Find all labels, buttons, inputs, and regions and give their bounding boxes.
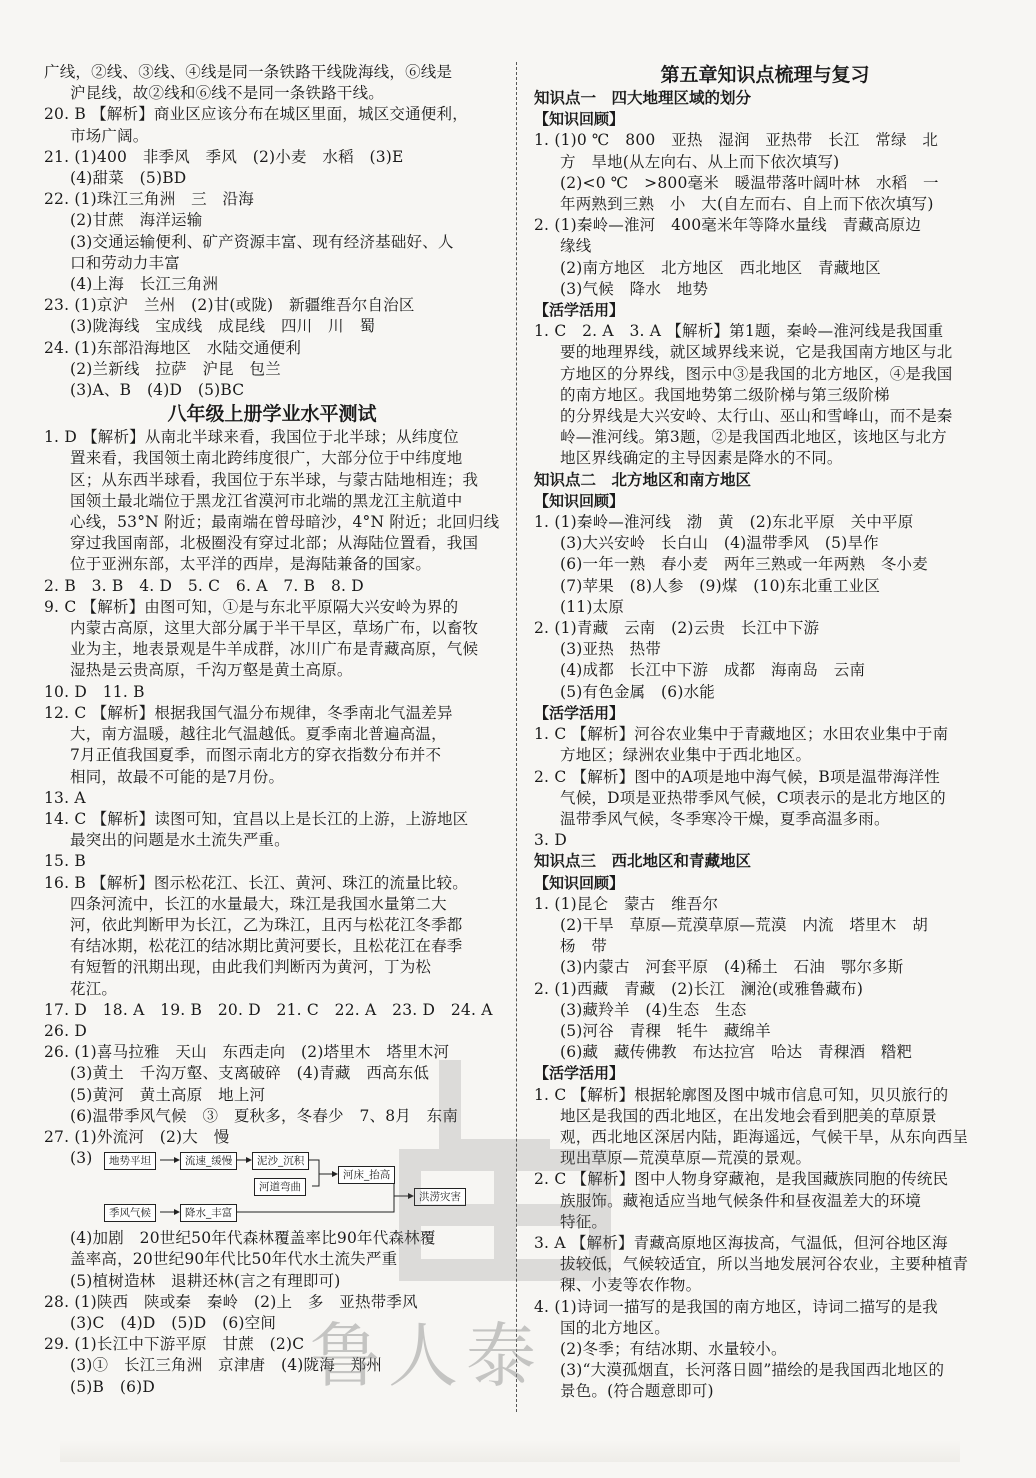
flow-box-monsoon: 季风气候 [104,1204,156,1222]
kp1-review-line: 2. (1)秦岭—淮河 400毫米年等降水量线 青藏高原边 [534,216,922,235]
left-b-line: 16. B 【解析】图示松花江、长江、黄河、珠江的流量比较。 [44,873,468,892]
left-a-line: 20. B 【解析】商业区应该分布在城区里面，城区交通便利， [44,105,468,124]
left-a-line: 23. (1)京沪 兰州 (2)甘(或陇) 新疆维吾尔自治区 [44,296,415,315]
kp3-review-line: 杨 带 [560,937,608,956]
kp3-review-line: (3)藏羚羊 (4)生态 生态 [560,1000,747,1019]
left-b-line: 2. B 3. B 4. D 5. C 6. A 7. B 8. D [44,576,364,595]
kp1-review-line: (2)<0 ℃ >800毫米 暖温带落叶阔叶林 水稻 一 [560,173,939,192]
kp3-review-line: (3)内蒙古 河套平原 (4)稀土 石油 鄂尔多斯 [560,958,904,977]
tag-review-3: 【知识回顾】 [534,873,625,892]
kp3-apply [534,1085,996,1403]
left-b-line: 13. A [44,788,86,807]
kp2-review-line: (11)太原 [560,597,625,616]
left-b-line: 26. (1)喜马拉雅 天山 东西走向 (2)塔里木 塔里木河 [44,1043,450,1062]
flow-diagram [104,1150,494,1224]
left-a-line: (2)甘蔗 海洋运输 [70,211,203,230]
kp3-review-line: (5)河谷 青稞 牦牛 藏绵羊 [560,1021,771,1040]
kp1-apply-line: 岭—淮河线。第3题，②是我国西北地区，该地区与北方 [560,428,947,447]
tag-apply-1: 【活学活用】 [534,301,625,320]
knowledge-point-2: 知识点二 北方地区和南方地区 [534,470,752,489]
kp1-apply-line: 要的地理界线，就区域界线来说，它是我国南方地区与北 [560,343,953,362]
left-c-line: 29. (1)长江中下游平原 甘蔗 (2)C [44,1335,305,1354]
left-b-line: 9. C 【解析】由图可知，①是与东北平原隔大兴安岭为界的 [44,597,459,616]
left-b-line: 26. D [44,1021,88,1040]
left-b-line: 四条河流中，长江的水量最大，珠江是我国水量第二大 [70,894,447,913]
section-title-chapter5: 第五章知识点梳理与复习 [660,64,870,86]
left-b-line: 置来看，我国领土南北跨纬度很广，大部分位于中纬度地 [70,449,463,468]
flow-box-riverbed: 河床_抬高 [338,1166,395,1184]
left-b-line: 大，南方温暖，越往北气温越低。夏季南北普遍高温， [70,725,447,744]
kp2-review-line: (5)有色金属 (6)水能 [560,682,716,701]
kp2-apply-line: 1. C 【解析】河谷农业集中于青藏地区；水田农业集中于南 [534,725,949,744]
kp3-apply-line: 地区是我国的西北地区，在出发地会看到肥美的草原景 [560,1106,937,1125]
left-answers-part2 [44,427,500,1148]
left-a-line: 22. (1)珠江三角洲 三 沿海 [44,190,254,209]
kp1-review-line: (2)南方地区 北方地区 西北地区 青藏地区 [560,258,881,277]
kp1-apply-line: 方地区的分界线，图示中③是我国的北方地区，④是我国 [560,364,953,383]
left-c-line: (5)B (6)D [70,1377,156,1396]
left-b-line: 业为主，地表景观是牛羊成群，冰川广布是青藏高原，气候 [70,640,479,659]
kp3-apply-line: 族服饰。藏袍适应当地气候条件和昼夜温差大的环境 [560,1191,922,1210]
flow-box-terrain: 地势平坦 [104,1152,156,1170]
left-b-line: 有结冰期，松花江的结冰期比黄河要长，且松花江在春季 [70,937,463,956]
left-a-line: (4)甜菜 (5)BD [70,169,187,188]
kp3-apply-line: 4. (1)诗词一描写的是我国的南方地区，诗词二描写的是我 [534,1297,938,1316]
kp2-review-line: 1. (1)秦岭—淮河线 渤 黄 (2)东北平原 关中平原 [534,513,914,532]
left-a-line: (4)上海 长江三角洲 [70,275,219,294]
section-title-test: 八年级上册学业水平测试 [167,403,377,426]
kp3-apply-line: 拔较低，气候较适宜，所以当地发展河谷农业，主要种植青 [560,1255,969,1274]
kp1-review [534,130,996,300]
kp1-review-line: 1. (1)0 ℃ 800 亚热 湿润 亚热带 长江 常绿 北 [534,131,939,150]
kp3-review [534,894,996,1064]
left-c-line: (5)植树造林 退耕还林(言之有理即可) [70,1271,341,1290]
kp2-apply-line: 温带季风气候，冬季寒冷干燥，夏季高温多雨。 [560,809,890,828]
left-b-line: 14. C 【解析】读图可知，宜昌以上是长江的上游，上游地区 [44,809,469,828]
kp3-apply-line: 3. A 【解析】青藏高原地区海拔高，气温低，但河谷地区海 [534,1233,948,1252]
kp3-apply-line: 2. C 【解析】图中人物身穿藏袍，是我国藏族同胞的传统民 [534,1170,949,1189]
left-b-line: 区；从东西半球看，我国位于东半球，与蒙古陆地相连；我 [70,470,479,489]
tag-apply-2: 【活学活用】 [534,703,625,722]
kp2-review-line: (6)一年一熟 春小麦 两年三熟或一年两熟 冬小麦 [560,555,928,574]
left-b-line: 10. D 11. B [44,682,145,701]
flow-box-flood: 洪涝灾害 [414,1188,466,1206]
kp3-apply-line: 1. C 【解析】根据轮廓图及图中城市信息可知，贝贝旅行的 [534,1085,949,1104]
kp1-review-line: 缘线 [560,237,592,256]
kp2-review [534,512,996,703]
tag-apply-3: 【活学活用】 [534,1064,625,1083]
left-b-line: 15. B [44,852,86,871]
left-a-line: (2)兰新线 拉萨 沪昆 包兰 [70,359,281,378]
kp1-apply-line: 的分界线是大兴安岭、太行山、巫山和雪峰山，而不是秦 [560,407,953,426]
kp2-apply-line: 方地区；绿洲农业集中于西北地区。 [560,746,812,765]
left-b-line: 27. (1)外流河 (2)大 慢 [44,1127,230,1146]
left-b-line: 国领土最北端位于黑龙江省漠河市北端的黑龙江主航道中 [70,491,463,510]
left-a-line: 21. (1)400 非季风 季风 (2)小麦 水稻 (3)E [44,147,404,166]
kp1-review-line: 年两熟到三熟 小 大(自左而右、自上而下依次填写) [560,195,934,214]
flow-box-speed: 流速_缓慢 [180,1152,237,1170]
tag-review-2: 【知识回顾】 [534,491,625,510]
left-b-line: (3)黄土 千沟万壑、支离破碎 (4)青藏 西高东低 [70,1064,430,1083]
kp1-apply-line: 1. C 2. A 3. A 【解析】第1题，秦岭—淮河线是我国重 [534,322,944,341]
left-a-line: 市场广阔。 [70,126,149,145]
watermark-text: 鲁人泰 [310,1315,544,1397]
left-b-line: 河，依此判断甲为长江，乙为珠江，且丙与松花江冬季都 [70,915,463,934]
kp2-apply-line: 3. D [534,831,567,850]
left-b-line: 花江。 [70,979,118,998]
column-divider [516,62,517,1412]
left-a-line: 沪昆线，故②线和⑥线不是同一条铁路干线。 [70,84,385,103]
kp3-apply-line: 观，西北地区深居内陆，距海遥远，气候干旱，从东向西呈 [560,1127,969,1146]
left-a-line: 广线，②线、③线、④线是同一条铁路干线陇海线，⑥线是 [44,63,453,81]
left-b-line: 有短暂的汛期出现，由此我们判断丙为黄河，丁为松 [70,958,432,977]
left-a-line: (3)交通运输便利、矿产资源丰富、现有经济基础好、人 [70,232,454,251]
left-b-line: 7月正值我国夏季，而图示南北方的穿衣指数分布并不 [70,746,442,765]
kp3-apply-line: 景色。(符合题意即可) [560,1382,714,1401]
kp1-review-line: 方 旱地(从左向右、从上而下依次填写) [560,152,840,171]
left-b-line: 1. D 【解析】从南北半球来看，我国位于北半球；从纬度位 [44,428,459,447]
left-b-line: 心线，53°N 附近；最南端在曾母暗沙，4°N 附近；北回归线 [70,513,500,532]
kp1-apply [534,321,996,469]
kp3-review-line: (2)干旱 草原—荒漠草原—荒漠 内流 塔里木 胡 [560,915,928,934]
kp3-review-line: 1. (1)昆仑 蒙古 维吾尔 [534,894,719,913]
left-a-line: (3)A、B (4)D (5)BC [70,381,245,400]
left-a-line: (3)陇海线 宝成线 成昆线 四川 川 蜀 [70,317,376,336]
kp1-apply-line: 的南方地区。我国地势第二级阶梯与第三级阶梯 [560,385,890,404]
kp2-review-line: 2. (1)青藏 云南 (2)云贵 长江中下游 [534,619,820,638]
left-column: 广线，②线、③线、④线是同一条铁路干线陇海线，⑥线是 沪昆线，故②线和⑥线不是同一条铁路干线。 20. B 【解析】商业区应该分布在城区里面，城区交通便利， 市场广阔。 21. (1)400 非季风 季风 (2)小麦 水稻 (3)E (4)甜菜 (5)BD 22. (1)珠江三角洲 三 沿海 (2)甘蔗 海洋运输 (3)交通运输便利、矿产资源丰富、现有经济基础好、人 口和劳动力丰富 (4)上海 长江三角洲 23. (1)京沪 兰州 (2)甘(或陇) 新疆维吾尔自治区 (3)陇海线 宝成线 成昆线 四川 川 蜀 24. (1)东部沿海地区 水陆交通便利 (2)兰新线 拉萨 沪昆 包兰 (3)A、B (4)D (5)BC 八年级上册学业水平测试 1. D 【解析】从南北半球来看，我国位于北半球；从纬度位 置来看，我国领土南北跨纬度很广，大部分位于中纬度地 区；从东西半球看，我国位于东半球，与蒙古陆地相连；我 国领土最北端位于黑龙江省漠河市北端的黑龙江主航道中 心线，53°N 附近；最南端在曾母暗沙，4°N 附近；北回归线 穿过我国南部，北极圈没有穿过北部；从海陆位置看，我国 位于亚洲东部，太平洋的西岸，是海陆兼备的国家。 2. B 3. B 4. D 5. C 6. A 7. B 8. D 9. C 【解析】由图可知，①是与东北平原隔大兴安岭为界的 内蒙古高原，这里大部分属于半干旱区，草场广布，以畜牧 业为主，地表景观是牛羊成群，冰川广布是青藏高原，气候 湿热是云贵高原，千沟万壑是黄土高原。 10. D 11. B 12. C 【解析】根据我国气温分布规律，冬季南北气温差异 大，南方温暖，越往北气温越低。夏季南北普遍高温， 7月正值我国夏季，而图示南北方的穿衣指数分布并不 相同，故最不可能的是7月份。 13. A 14. C 【解析】读图可知，宜昌以上是长江的上游，上游地区 最突出的问题是水土流失严重。 15. B 16. B 【解析】图示松花江、长江、黄河、珠江的流量比较。 四条河流中，长江的水量最大，珠江是我国水量第二大 河，依此判断甲为长江，乙为珠江，且丙与松花江冬季都 有结冰期，松花江的结冰期比黄河要长，且松花江在春季 有短暂的汛期出现，由此我们判断丙为黄河，丁为松 花江。 17. D 18. A 19. B 20. D 21. C 22. A 23. D 24. A 26. D 26. (1)喜马拉雅 天山 东西走向 (2)塔里木 塔里木河 (3)黄土 千沟万壑、支离破碎 (4)青藏 西高东低 (5)黄河 黄土高原 地上河 (6)温带季风气候 ③ 夏秋多，冬春少 7、8月 东南 27. (1)外流河 (2)大 慢 (3) 地势平坦 流速_缓慢 泥沙_沉积 河床_抬高 河道弯曲 洪涝灾害 季风气候 降水_丰富 (4)加剧 20世纪50年代森林覆盖率比90年代森林覆 盖率高，20世纪90年代比50年代水土流失严重 (5)植树造林 退耕还林(言之有理即可) 28. (1)陕西 陕或秦 秦岭 (2)上 多 亚热带季风 (3)C (4)D (5)D (6)空间 29. (1)长江中下游平原 甘蔗 (2)C (3)① 长江三角洲 京津唐 (4)陇海 郑州 (5)B (6)D [44,62,500,1398]
kp3-apply-line: (3)“大漠孤烟直，长河落日圆”描绘的是我国西北地区的 [560,1361,945,1380]
left-a-line: 口和劳动力丰富 [70,253,180,272]
left-c-line: (3)C (4)D (5)D (6)空间 [70,1313,277,1332]
left-b-line: 湿热是云贵高原，千沟万壑是黄土高原。 [70,661,353,680]
left-b-line: 最突出的问题是水土流失严重。 [70,831,290,850]
kp2-apply-line: 2. C 【解析】图中的A项是地中海气候，B项是温带海洋性 [534,767,940,786]
left-b-line: 17. D 18. A 19. B 20. D 21. C 22. A 23. D 24. A [44,1000,493,1019]
knowledge-point-3: 知识点三 西北地区和青藏地区 [534,852,752,871]
flow-box-silt: 泥沙_沉积 [252,1152,309,1170]
flow-box-rain: 降水_丰富 [180,1204,237,1222]
left-b-line: 穿过我国南部，北极圈没有穿过北部；从海陆位置看，我国 [70,534,479,553]
right-column [534,62,996,1403]
left-b-line: (6)温带季风气候 ③ 夏秋多，冬春少 7、8月 东南 [70,1106,459,1125]
flow-box-meander: 河道弯曲 [254,1178,306,1196]
left-c-line: 盖率高，20世纪90年代比50年代水土流失严重 [70,1250,398,1269]
kp1-review-line: (3)气候 降水 地势 [560,279,709,298]
kp3-apply-line: (2)冬季；有结冰期、水量较小。 [560,1339,787,1358]
kp3-review-line: (6)藏 藏传佛教 布达拉宫 哈达 青稞酒 糌粑 [560,1043,913,1062]
kp2-apply [534,724,996,851]
left-b-line: 内蒙古高原，这里大部分属于半干旱区，草场广布，以畜牧 [70,619,479,638]
kp3-apply-line: 稞、小麦等农作物。 [560,1276,702,1295]
kp3-apply-line: 现出草原—荒漠草原—荒漠的景观。 [560,1149,812,1168]
left-c-line: 28. (1)陕西 陕或秦 秦岭 (2)上 多 亚热带季风 [44,1292,418,1311]
left-c-line: (4)加剧 20世纪50年代森林覆盖率比90年代森林覆 [70,1229,436,1248]
left-b-line: (5)黄河 黄土高原 地上河 [70,1085,266,1104]
kp2-review-line: (7)苹果 (8)人参 (9)煤 (10)东北重工业区 [560,576,881,595]
bottom-edge [60,1440,960,1462]
kp2-review-line: (3)亚热 热带 [560,640,662,659]
left-b-line: 位于亚洲东部，太平洋的西岸，是海陆兼备的国家。 [70,555,432,574]
left-b-line: 12. C 【解析】根据我国气温分布规律，冬季南北气温差异 [44,703,453,722]
tag-review-1: 【知识回顾】 [534,110,625,129]
left-b-line: 相同，故最不可能的是7月份。 [70,767,285,786]
left-answers-part1 [44,62,500,401]
kp3-apply-line: 国的北方地区。 [560,1318,670,1337]
kp2-apply-line: 气候，D项是亚热带季风气候，C项表示的是北方地区的 [560,788,946,807]
left-a-line: 24. (1)东部沿海地区 水陆交通便利 [44,338,302,357]
kp3-review-line: 2. (1)西藏 青藏 (2)长江 澜沧(或雅鲁藏布) [534,979,864,998]
knowledge-point-1: 知识点一 四大地理区域的划分 [534,89,752,107]
kp2-review-line: (4)成都 长江中下游 成都 海南岛 云南 [560,661,866,680]
kp1-apply-line: 地区界线确定的主导因素是降水的不同。 [560,449,843,468]
kp3-apply-line: 特征。 [560,1212,608,1231]
kp2-review-line: (3)大兴安岭 长白山 (4)温带季风 (5)旱作 [560,534,879,553]
left-c-line: (3)① 长江三角洲 京津唐 (4)陇海 郑州 [70,1356,383,1375]
